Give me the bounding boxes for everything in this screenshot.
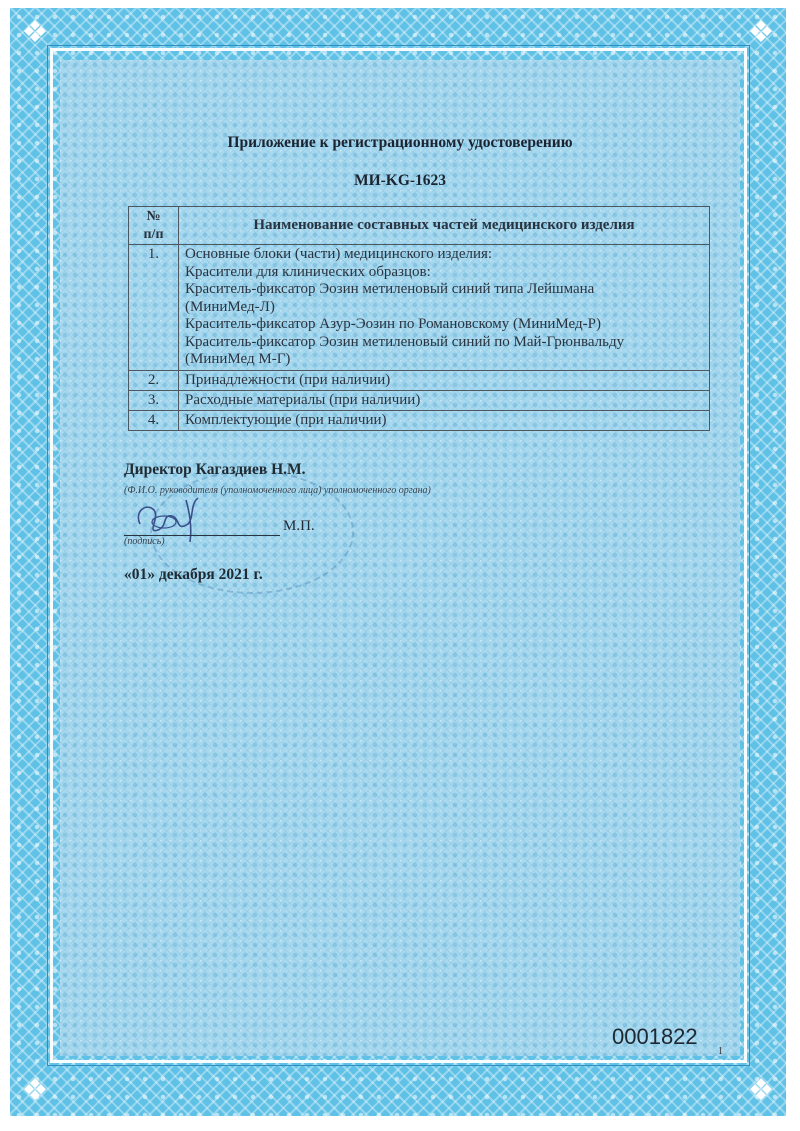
row-number: 2. — [129, 370, 179, 390]
table-header-row — [129, 207, 710, 245]
ornament-corner-icon: ❖ — [21, 15, 49, 50]
page-number: 1 — [718, 1046, 723, 1057]
table-row — [129, 370, 710, 390]
table-row — [129, 245, 710, 371]
registration-number: МИ-KG-1623 — [353, 172, 447, 189]
table-row — [129, 390, 710, 410]
column-header-name: Наименование составных частей медицинского изделия — [179, 207, 710, 245]
row-description: Комплектующие (при наличии) — [179, 410, 710, 430]
issue-date: «01» декабря 2021 г. — [124, 566, 263, 583]
row-description: Принадлежности (при наличии) — [179, 370, 710, 390]
row-description: Расходные материалы (при наличии) — [179, 390, 710, 410]
column-header-number: № п/п — [129, 207, 179, 245]
row-number: 1. — [129, 245, 179, 371]
ornament-corner-icon: ❖ — [747, 1073, 775, 1108]
row-description: Основные блоки (части) медицинского изделия: Красители для клинических образцов: Краситель-фиксатор Эозин метиленовый синий типа Лейшмана (МиниМед-Л) Краситель-фиксатор Азур-Эозин по Романовскому (МиниМед-Р) Краситель-фиксатор Эозин метиленовый синий по Май-Грюнвальду (МиниМед М-Г) — [179, 245, 710, 371]
signature-caption: (подпись) — [124, 536, 165, 547]
director-caption: (Ф.И.О. руководителя (уполномоченного лица) уполномоченного органа) — [124, 485, 431, 496]
components-table — [128, 206, 710, 431]
ornament-corner-icon: ❖ — [747, 15, 775, 50]
table-row — [129, 410, 710, 430]
document-heading: Приложение к регистрационному удостоверению — [227, 134, 573, 151]
stamp-place-mark: М.П. — [283, 518, 315, 534]
director-name: Директор Кагаздиев Н.М. — [124, 461, 306, 478]
row-number: 3. — [129, 390, 179, 410]
serial-number: 0001822 — [612, 1024, 698, 1049]
ornament-corner-icon: ❖ — [21, 1073, 49, 1108]
row-number: 4. — [129, 410, 179, 430]
